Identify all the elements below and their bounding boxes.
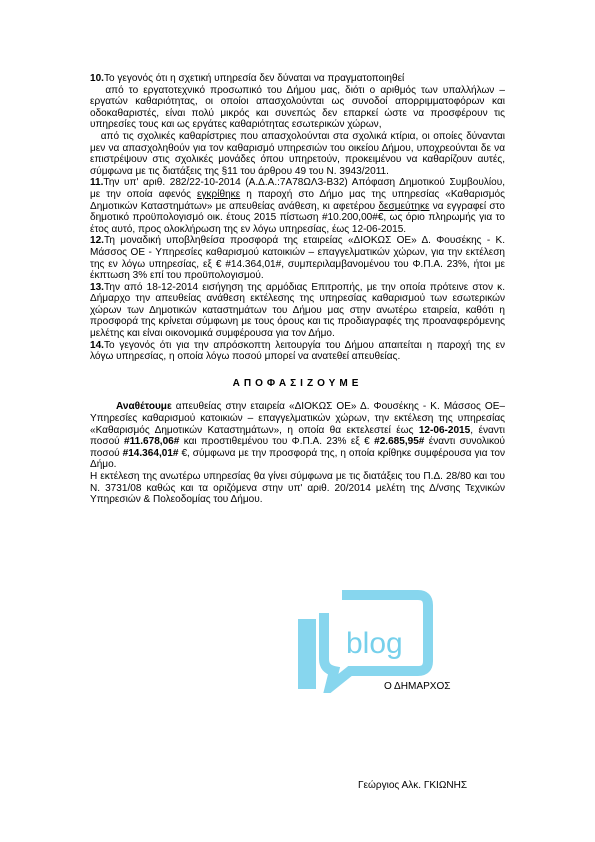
signature-name: Γεώργιος Αλκ. ΓΚΙΩΝΗΣ (358, 780, 468, 791)
bold-text: #2.685,95# (374, 436, 425, 448)
paragraph-12 (90, 235, 505, 281)
underlined-text: δεσμεύτηκε (378, 200, 430, 212)
paragraph-13 (90, 282, 505, 340)
decision-paragraph (90, 401, 505, 471)
bullet-text: από τις σχολικές καθαρίστριες που απασχολούνται στα σχολικά κτίρια, οι οποίες δύνανται μεν να απασχοληθούν για τον καθαρισμό υπηρεσιών του οικείου Δήμου, υποχρεούνται δε να επιστρέψουν στις σχολικές μονάδες όπου υπηρετούν, προκειμένου να καθαρίζουν αυτές, σύμφωνα με τις διατάξεις της §11 του άρθρου 49 του Ν. 3943/2011. (90, 130, 506, 177)
paragraph-11 (90, 177, 505, 235)
watermark-bubble (324, 595, 428, 687)
watermark-bar (298, 619, 316, 689)
bold-text: 12-06-2015 (418, 424, 471, 436)
paragraph-text: να εγγραφεί στο δημοτικό προϋπολογισμό οικ. έτους 2015 πίστωση #10.200,00#€, ως όριο πληρωμής για το έτος αυτό, προς ολοκλήρωση της εν λόγω υπηρεσίας, έως 12-06-2015. (90, 200, 506, 235)
item-number: 14. (90, 339, 104, 351)
decision-heading: ΑΠΟΦΑΣΙΖΟΥΜΕ (232, 377, 363, 389)
paragraph-text: Την υπ' αριθ. 282/22-10-2014 (Α.Δ.Α.:7Α78ΩΛ3-Β32) Απόφαση Δημοτικού Συμβουλίου, με την οποία αφενός (90, 177, 505, 200)
paragraph-text: Το γεγονός ότι η σχετική υπηρεσία δεν δύναται να πραγματοποιηθεί (103, 73, 405, 84)
item-number: 10. (90, 73, 104, 84)
item-number: 13. (90, 281, 104, 293)
underlined-text: εγκρίθηκε (197, 188, 241, 200)
paragraph-14 (90, 340, 505, 363)
paragraph-text: Το γεγονός ότι για την απρόσκοπτη λειτουργία του Δήμου απαιτείται η παροχή της εν λόγω υπηρεσίας, η οποία λόγω ποσού μπορεί να ανατεθεί απευθείας. (90, 339, 505, 363)
paragraph-text: έναντι συνολικού ποσού (90, 436, 505, 459)
paragraph-text: απευθείας στην εταιρεία «ΔΙΟΚΩΣ ΟΕ» Δ. Φουσέκης - Κ. Μάσσος ΟΕ– Υπηρεσίες καθαρισμού κατοικιών – επαγγελματικών χώρων, την εκτέλεση της υπηρεσίας «Καθαρισμός Δημοτικών Καταστημάτων», η οποία θα εκτελεστεί έως (90, 401, 505, 436)
paragraph-text: €, σύμφωνα με την προσφορά της, η οποία κρίθηκε συμφέρουσα για τον Δήμο. (90, 447, 505, 471)
blog-watermark-icon (290, 573, 440, 693)
bold-text: #11.678,06# (124, 436, 180, 448)
paragraph-text: η παροχή στο Δήμο μας της υπηρεσίας «Καθαρισμός Δημοτικών Καταστημάτων» με απευθείας ανάθεση, κι αφετέρου (90, 188, 505, 212)
paragraph-text: , έναντι ποσού (90, 424, 505, 448)
paragraph-text: Τη μοναδική υποβληθείσα προσφορά της εταιρείας «ΔΙΟΚΩΣ ΟΕ» Δ. Φουσέκης - Κ. Μάσσος ΟΕ - Υπηρεσίες καθαρισμού κατοικιών – επαγγελματικών χώρων, για την εκτέλεση της εν λόγω υπηρεσίας, εξ € #14.364,01#, συμπεριλαμβανομένου του Φ.Π.Α. 23%, ήτοι με έκπτωση 3% επί του προϋπολογισμού. (90, 235, 505, 282)
watermark-text: blog (346, 627, 403, 660)
bullet-item (90, 85, 505, 131)
document-body (90, 73, 505, 506)
item-number: 12. (90, 235, 104, 247)
paragraph-text: Την από 18-12-2014 εισήγηση της αρμόδιας Επιτροπής, με την οποία πρότεινε στον κ. Δήμαρχο την απευθείας ανάθεση εκτέλεσης της υπηρεσίας καθαρισμού των εσωτερικών χώρων των Δημοτικών καταστημάτων του Δήμου μας στην ανωτέρω εταιρεία, καθότι η προσφορά της κρίνεται σύμφωνη με τους όρους και τις προδιαγραφές της προαναφερόμενης μελέτης και είναι οικονομικά συμφέρουσα για τον Δήμο. (90, 281, 505, 340)
bold-text: #14.364,01# (122, 447, 179, 459)
item-number: 11. (90, 177, 104, 189)
paragraph-text: και προστιθεμένου του Φ.Π.Α. 23% εξ € (179, 436, 375, 448)
bullet-text: από το εργατοτεχνικό προσωπικό του Δήμου μας, διότι ο αριθμός των υπαλλήλων – εργατών καθαριότητας, οι οποίοι απασχολούνται ως συνοδοί απορριμματοφόρων και οδοκαθαριστές, είναι πολύ μικρός και συνεπώς δεν επαρκεί ώστε να προσφέρουν τις υπηρεσίες τους και ως εργάτες καθαριότητας εσωτερικών χώρων, (90, 84, 506, 131)
bold-text: Αναθέτουμε (116, 401, 172, 413)
bullet-item (90, 131, 505, 177)
execution-paragraph: Η εκτέλεση της ανωτέρω υπηρεσίας θα γίνει σύμφωνα με τις διατάξεις του Π.Δ. 28/80 και του Ν. 3731/08 καθώς και τα οριζόμενα στην υπ' αριθ. 20/2014 μελέτη της Δ/νσης Τεχνικών Υπηρεσιών & Πολεοδομίας του Δήμου. (90, 471, 505, 506)
mayor-title: Ο ΔΗΜΑΡΧΟΣ (384, 681, 451, 692)
paragraph-10 (90, 73, 505, 85)
